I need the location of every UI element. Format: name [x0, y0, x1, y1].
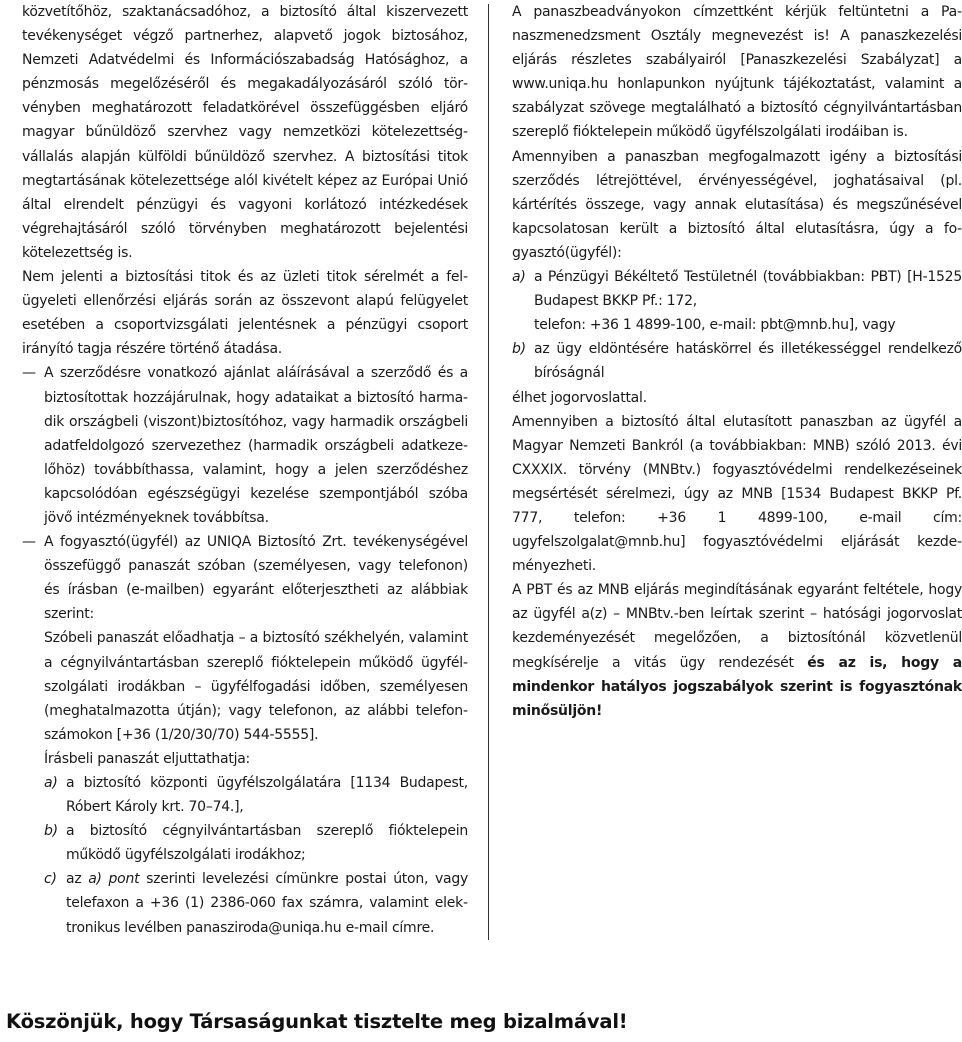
thank-you-footer: Köszönjük, hogy Társaságunkat tisztelte meg bizalmával!	[6, 1010, 628, 1033]
remedy-option-b: b) az ügy eldöntésére hatáskörrel és illetékességgel rendelkező bíróságnál	[512, 337, 962, 385]
paragraph-mnb: Amennyiben a biztosító által elutasított panaszban az ügyfél a Magyar Nemzeti Bankról (a továbbiakban: MNB) szóló 2013. évi CXXXIX. törvény (MNBtv.) fogyasztóvédelmi rendelkezéseinek megsértését sérelmezi, úgy az MNB [1534 Budapest BKKP Pf. 777, telefon: +36 1 4899-100, e-mail cím: ugyfelszolgalat@mnb.hu] fogyasztóvédelmi eljárását kezdeményezheti.	[512, 413, 962, 575]
paragraph-condition: A PBT és az MNB eljárás megindításának egyaránt feltétele, hogy az ügyfél a(z) – MNBtv.-ben leírtak szerint – hatósági jogorvoslat kezdeményezését megelőzően, a biztosítónál közvetlenül megkísérelje a vitás ügy rendezését és az is, hogy a mindenkor hatályos jogszabályok szerint is fogyasztónak minősüljön!	[512, 582, 962, 719]
paragraph-supervision: Nem jelenti a biztosítási titok és az üzleti titok sérelmét a felügyeleti ellenőrzési eljárás során az összevont alapú felügyelet esetében a csoportvizsgálati jelentésnek a pénzügyi csoport irányító tagja részére történő átadása.	[22, 269, 468, 358]
text-disclosure-recipients: közvetítőhöz, szaktanácsadóhoz, a biztosító által kiszervezett tevékenységet végző partnerhez, alapvető jogok biztosához, Nemzeti Adatvédelmi és Információszabadság Hatósághoz, a pénzmosás megelőzéséről és megakadályozásáról szóló törvényben meghatározott feladatkörével összefüggésben eljáró magyar bűnüldöző szervhez vagy nemzetközi kötelezettségvállalás alapján külföldi bűnüldöző szervhez.	[22, 4, 468, 165]
paragraph-written-complaint: Írásbeli panaszát eljuttathatja:	[44, 750, 251, 767]
written-option-c: c) az a) pont szerinti levelezési címünkre postai úton, vagy telefaxon a +36 (1) 2386-060 fax számra, valamint elektronikus levélben panasziroda@uniqa.hu e-mail címre.	[44, 867, 468, 939]
bold-condition: és az is, hogy a mindenkor hatályos jogszabályok szerint is fogyasztónak minősüljön!	[512, 654, 962, 719]
left-column	[22, 0, 468, 940]
written-option-a: a) a biztosító központi ügyfélszolgálatára [1134 Budapest, Róbert Károly krt. 70–74.],	[44, 771, 468, 819]
label-c: c)	[44, 871, 57, 888]
paragraph-confidentiality	[22, 0, 468, 265]
paragraph-rejection: Amennyiben a panaszban megfogalmazott igény a biztosítási szerződés létrejöttével, érvényességével, joghatásaival (pl. kártérítés összege, vagy annak elutasítása) és megszűnésével kapcsolatosan került a biztosító által elutasításra, úgy a fogyasztó(ügyfél):	[512, 148, 962, 261]
right-column	[512, 0, 962, 723]
label-remedy-a: a)	[512, 269, 526, 286]
paragraph-oral-complaint: Szóbeli panaszát előadhatja – a biztosító székhelyén, valamint a cégnyilvántartásban szereplő fióktelepein működő ügyfélszolgálati irodákban – ügyfélfogadási időben, személyesen (meghatalmazotta útján); vagy telefonon, az alábbi telefonszámokon [+36 (1/20/30/70) 544-5555].	[44, 630, 468, 743]
text-eu-exception: A biztosítási titok megtartásának kötelezettsége alól kivételt képez az Európai Unió által elrendelt pénzügyi és vagyoni korlátozó intézkedések végrehajtásáról szóló törvényben meghatározott bejelentési kötelezettség is.	[22, 148, 468, 261]
written-option-b: b) a biztosító cégnyilvántartásban szereplő fióktelepein működő ügyfélszolgálati irodákhoz;	[44, 819, 468, 867]
label-b: b)	[44, 823, 58, 840]
label-remedy-b: b)	[512, 341, 526, 358]
column-divider	[488, 4, 489, 940]
paragraph-complaint-address: A panaszbeadványokon címzettként kérjük feltüntetni a Panaszmenedzsment Osztály megnevezést is! A panaszkezelési eljárás részletes szabályairól [Panaszkezelési Szabályzat] a www.uniqa.hu honlapunkon nyújtunk tájékoztatást, valamint a szabályzat szövege megtalálható a biztosító cégnyilvántartásban szereplő fióktelepein működő ügyfélszolgálati irodáiban is.	[512, 4, 962, 141]
remedy-option-a: a) a Pénzügyi Békéltető Testületnél (továbbiakban: PBT) [H-1525 Budapest BKKP Pf.: 172,	[512, 265, 962, 313]
bullet-complaint: — A fogyasztó(ügyfél) az UNIQA Biztosító Zrt. tevékenységével összefüggő panaszát szóban (személyesen, vagy telefonon) és írásban (e-mailben) egyaránt előterjesztheti az alábbiak szerint:	[44, 530, 468, 626]
bullet-data-transfer: — A szerződésre vonatkozó ajánlat aláírásával a szerződő és a biztosítottak hozzájárulnak, hogy adataikat a biztosító harmadik országbeli (viszont)biztosítóhoz, vagy harmadik országbeli adatfeldolgozó szervezethez (harmadik országbeli adatkezelőhöz) továbbíthassa, valamint, hogy a jelen szerződéshez kapcsolódóan egészségügyi kezelése szempontjából szóba jövő intézményeknek továbbítsa.	[44, 361, 468, 530]
label-a: a)	[44, 775, 58, 791]
remedy-option-a-contact: telefon: +36 1 4899-100, e-mail: pbt@mnb.hu], vagy	[534, 317, 896, 334]
paragraph-remedy-end: élhet jogorvoslattal.	[512, 389, 647, 406]
